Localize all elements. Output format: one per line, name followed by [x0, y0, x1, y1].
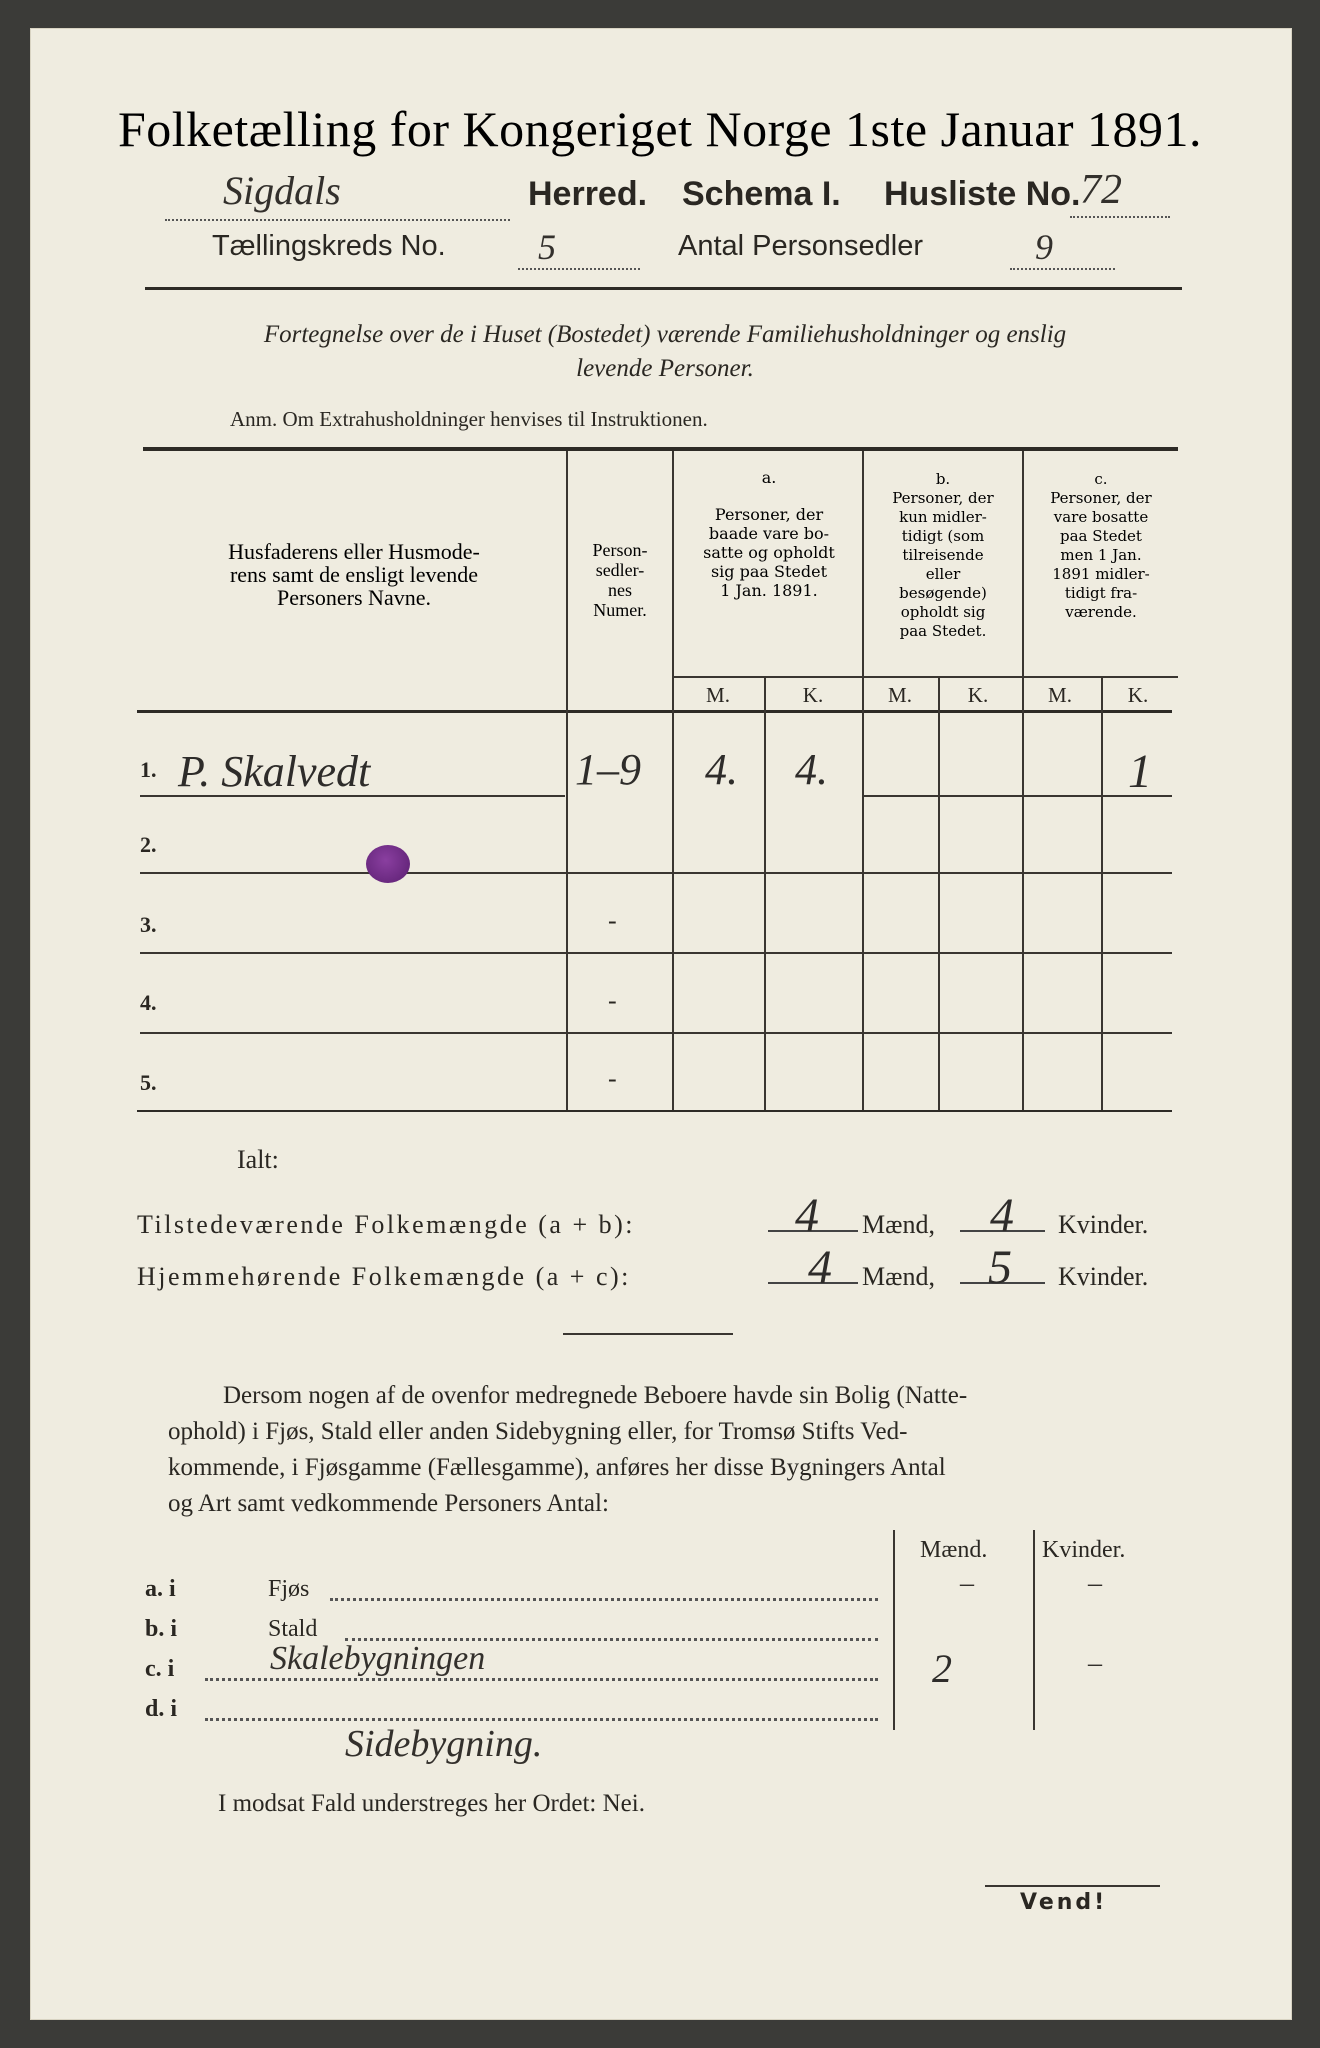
bldg-row-letter: a. i	[145, 1576, 176, 1602]
bldg-divider	[1033, 1530, 1035, 1730]
bldg-dots	[330, 1598, 878, 1601]
schema-label: Schema I.	[682, 175, 841, 213]
tilst-m-value: 4	[795, 1189, 819, 1242]
bldg-row-letter: c. i	[145, 1656, 175, 1682]
tilst-k-value: 4	[990, 1189, 1014, 1242]
hjemme-maend: Mænd,	[862, 1262, 935, 1291]
a-m-value: 4.	[705, 745, 738, 794]
row-number: 5.	[140, 1070, 157, 1095]
kreds-label: Tællingskreds No.	[212, 230, 446, 262]
col-head-a: a. Personer, der baade vare bo- satte og opholdt sig paa Stedet 1 Jan. 1891.	[703, 468, 835, 600]
tilst-maend: Mænd,	[862, 1210, 935, 1239]
footer-text: I modsat Fald understreges her Ordet: Nei.	[218, 1790, 645, 1817]
row-line	[862, 795, 1172, 797]
bldg-dots	[205, 1678, 878, 1681]
ink-stain	[366, 845, 410, 883]
herred-label: Herred.	[528, 175, 648, 213]
separator	[563, 1333, 733, 1335]
person-numbers: 1–9	[575, 745, 641, 794]
k-label-c: K.	[1127, 683, 1149, 707]
kreds-field	[518, 227, 640, 270]
antal-field	[1010, 227, 1115, 270]
k-label-a: K.	[802, 683, 824, 707]
a-k-value: 4.	[795, 745, 828, 794]
m-label-b: M.	[888, 683, 912, 707]
herred-field	[165, 168, 510, 221]
col-head-nr: Person- sedler- nes Numer.	[592, 540, 648, 620]
tilst-kvinder: Kvinder.	[1058, 1210, 1149, 1239]
row-line	[140, 952, 1172, 954]
table-header-rule	[137, 710, 1172, 713]
mk-divider	[672, 676, 1178, 678]
row-line	[140, 872, 1172, 874]
bldg-divider	[893, 1530, 895, 1730]
vend-label: Vend!	[1020, 1890, 1108, 1915]
household-name: P. Skalvedt	[178, 747, 371, 796]
form-title: Folketælling for Kongeriget Norge 1ste Januar 1891.	[117, 101, 1203, 157]
herred-value: Sigdals	[223, 168, 341, 213]
row-number: 1.	[140, 757, 157, 782]
col-divider	[938, 678, 940, 1111]
table-bottom-rule	[137, 1110, 1172, 1112]
hjemme-kvinder: Kvinder.	[1058, 1262, 1149, 1291]
k-label-b: K.	[967, 683, 989, 707]
antal-label: Antal Personsedler	[678, 230, 924, 262]
husliste-field	[1070, 167, 1170, 218]
intro-line-2: levende Personer.	[576, 355, 754, 382]
col-divider	[672, 451, 674, 1111]
row-line	[140, 1032, 1172, 1034]
hjemme-k-value: 5	[988, 1241, 1012, 1294]
bldg-k-value: –	[1088, 1648, 1102, 1679]
col-head-name: Husfaderens eller Husmode- rens samt de ensligt levende Personers Navne.	[228, 539, 480, 610]
bldg-m-value: 2	[932, 1646, 952, 1691]
ialt-label: Ialt:	[237, 1145, 279, 1174]
tilst-label: Tilstedeværende Folkemængde (a + b):	[137, 1210, 635, 1239]
person-numbers: -	[608, 906, 617, 935]
bldg-row-label: Skalebygningen	[270, 1640, 486, 1677]
intro-line-1: Fortegnelse over de i Huset (Bostedet) værende Familiehusholdninger og enslig	[263, 321, 1067, 348]
husliste-value: 72	[1080, 167, 1122, 213]
hjemme-label: Hjemmehørende Folkemængde (a + c):	[137, 1262, 631, 1291]
buildings-paragraph: Dersom nogen af de ovenfor medregnede Beboere havde sin Bolig (Natte- ophold) i Fjøs, Stald eller anden Sidebygning eller, for Tromsø Stifts Ved- kommende, i Fjøsgamme (Fællesgamme), anføres her disse Bygningers Antal og Art samt vedkommende Personers Antal:	[168, 1382, 968, 1517]
bldg-row-label: Stald	[268, 1616, 318, 1642]
intro-text	[140, 318, 1190, 386]
anm-note: Anm. Om Extrahusholdninger henvises til Instruktionen.	[230, 407, 708, 431]
bldg-m-value: –	[960, 1568, 974, 1599]
bldg-row-letter: b. i	[145, 1616, 178, 1642]
person-numbers: -	[608, 986, 617, 1015]
bldg-head-maend: Mænd.	[920, 1537, 988, 1563]
kreds-value: 5	[538, 227, 556, 267]
row-number: 3.	[140, 912, 157, 937]
row-number: 2.	[140, 832, 157, 857]
bldg-dots	[205, 1718, 878, 1721]
bldg-head-kvinder: Kvinder.	[1042, 1537, 1126, 1563]
c-k-value: 1	[1128, 745, 1152, 798]
header-rule	[145, 287, 1182, 290]
col-head-b: b. Personer, der kun midler- tidigt (som tilreisende eller besøgende) opholdt sig paa Stedet.	[892, 470, 994, 640]
bldg-row-letter: d. i	[145, 1696, 178, 1722]
m-label-c: M.	[1048, 683, 1072, 707]
bldg-note: Sidebygning.	[345, 1723, 543, 1765]
vend-rule	[985, 1885, 1160, 1887]
m-label-a: M.	[706, 683, 730, 707]
col-divider	[1101, 678, 1103, 1111]
col-head-c: c. Personer, der vare bosatte paa Stedet men 1 Jan. 1891 midler- tidigt fra- værende.	[1050, 470, 1152, 621]
bldg-k-value: –	[1088, 1568, 1102, 1599]
row-number: 4.	[140, 990, 157, 1015]
husliste-label: Husliste No.	[884, 175, 1081, 213]
col-divider	[764, 678, 766, 1111]
antal-value: 9	[1035, 227, 1053, 267]
hjemme-m-value: 4	[808, 1241, 832, 1294]
person-numbers: -	[608, 1064, 617, 1093]
bldg-row-label: Fjøs	[268, 1576, 310, 1602]
